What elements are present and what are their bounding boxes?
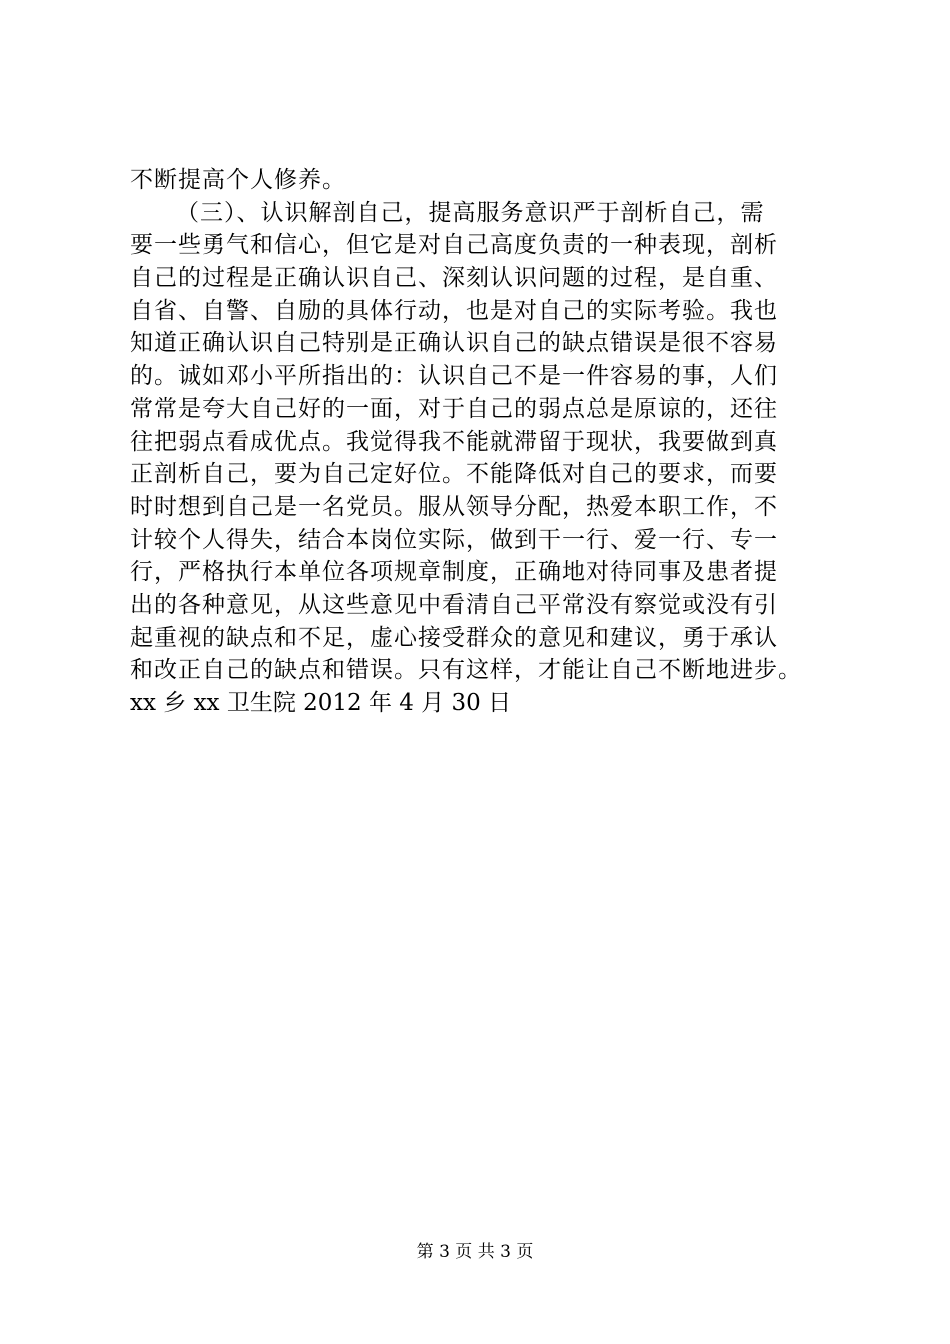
document-body <box>130 164 830 720</box>
text-line: 知道正确认识自己特别是正确认识自己的缺点错误是很不容易 <box>130 330 778 357</box>
text-line: 往把弱点看成优点。我觉得我不能就滞留于现状，我要做到真 <box>130 428 778 455</box>
text-line: 常常是夸大自己好的一面，对于自己的弱点总是原谅的，还往 <box>130 395 778 422</box>
text-line: 要一些勇气和信心，但它是对自己高度负责的一种表现，剖析 <box>130 232 778 259</box>
text-line: 不断提高个人修养。 <box>130 167 346 193</box>
text-line: 时时想到自己是一名党员。服从领导分配，热爱本职工作，不 <box>130 493 778 520</box>
text-line: 正剖析自己，要为自己定好位。不能降低对自己的要求，而要 <box>130 461 778 488</box>
text-line: 计较个人得失，结合本岗位实际，做到干一行、爱一行、专一 <box>130 526 778 553</box>
text-line: 和改正自己的缺点和错误。只有这样，才能让自己不断地进步。 <box>130 657 802 684</box>
text-line: 行，严格执行本单位各项规章制度，正确地对待同事及患者提 <box>130 559 778 586</box>
text-line: 自己的过程是正确认识自己、深刻认识问题的过程，是自重、 <box>130 265 778 292</box>
page-footer: 第 3 页 共 3 页 <box>416 1242 534 1262</box>
signature-line: xx 乡 xx 卫生院 2012 年 4 月 30 日 <box>130 690 512 716</box>
section-heading-line: （三）、认识解剖自己，提高服务意识严于剖析自己，需 <box>176 199 765 226</box>
text-line: 自省、自警、自励的具体行动，也是对自己的实际考验。我也 <box>130 297 778 324</box>
text-line: 起重视的缺点和不足，虚心接受群众的意见和建议，勇于承认 <box>130 624 778 651</box>
text-line: 出的各种意见，从这些意见中看清自己平常没有察觉或没有引 <box>130 591 778 618</box>
text-line: 的。诚如邓小平所指出的：认识自己不是一件容易的事，人们 <box>130 363 778 390</box>
